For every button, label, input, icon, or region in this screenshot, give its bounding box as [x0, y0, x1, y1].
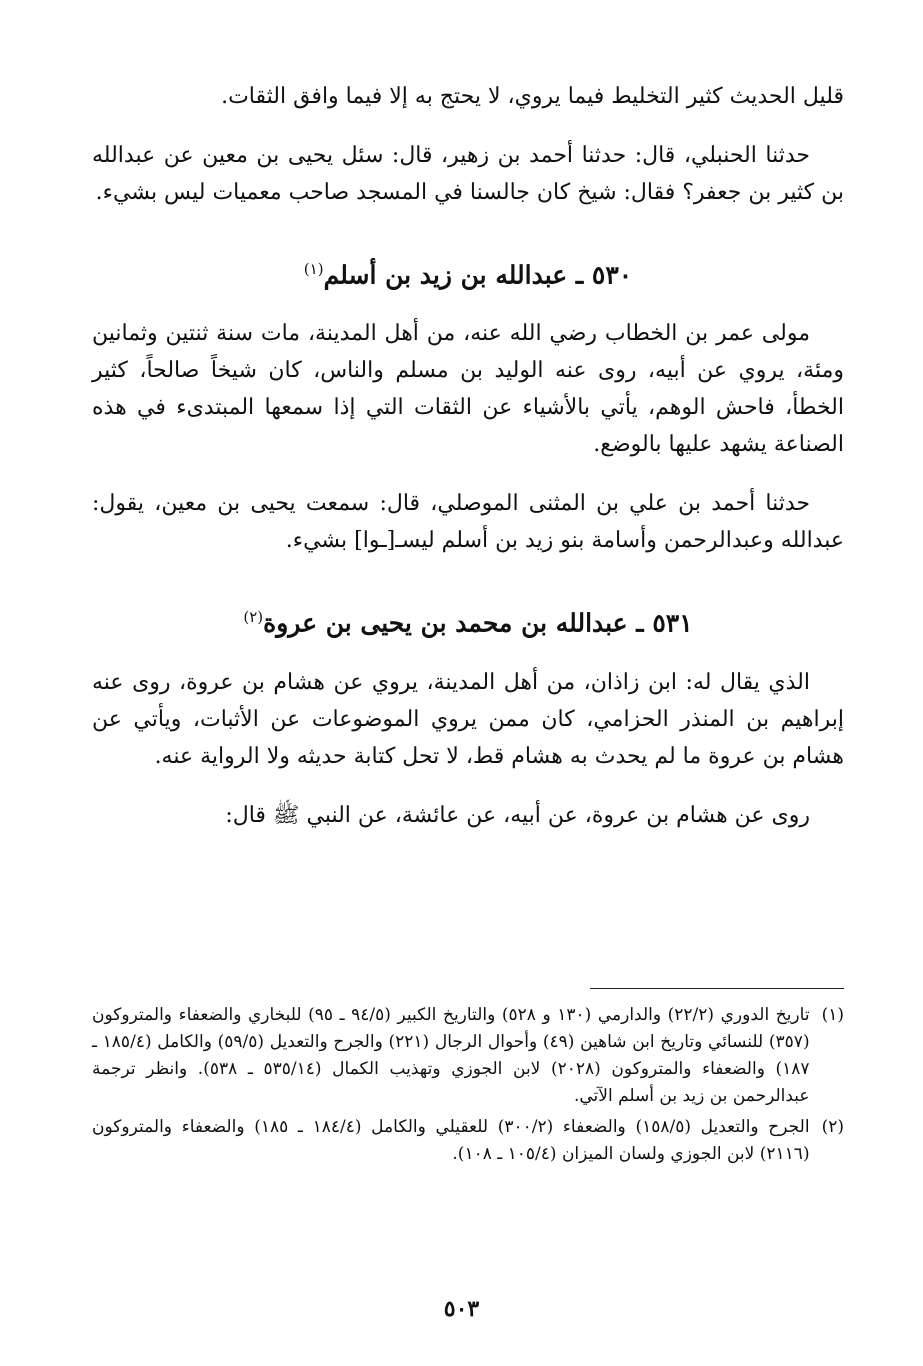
- paragraph-4: حدثنا أحمد بن علي بن المثنى الموصلي، قال: سمعت يحيى بن معين، يقول: عبدالله وعبدالرحمن وأسامة بنو زيد بن أسلم ليسـ[ـوا] بشيء.: [92, 491, 844, 554]
- footnote-1: [92, 1002, 844, 1110]
- footnote-2-text: الجرح والتعديل (١٥٨/٥) والضعفاء (٣٠٠/٢) للعقيلي والكامل (١٨٤/٤ ـ ١٨٥) والضعفاء والمتروكون (٢١١٦) لابن الجوزي ولسان الميزان (١٠٥/٤ ـ ١٠٨).: [92, 1117, 810, 1164]
- footnote-2: [92, 1114, 844, 1168]
- footnote-2-number: (٢): [821, 1117, 844, 1137]
- entry-531-title: ٥٣١ ـ عبدالله بن محمد بن يحيى بن عروة: [263, 608, 693, 638]
- footnote-1-text: تاريخ الدوري (٢٢/٢) والدارمي (١٣٠ و ٥٢٨) والتاريخ الكبير (٩٤/٥ ـ ٩٥) للبخاري والضعفاء والمتروكون (٣٥٧) للنسائي وتاريخ ابن شاهين (٤٩) وأحوال الرجال (٢٢١) والجرح والتعديل (٥٩/٥) والكامل (١٨٥/٤ ـ ١٨٧) والضعفاء والمتروكون (٢٠٢٨) لابن الجوزي وتهذيب الكمال (٥٣٥/١٤ ـ ٥٣٨). وانظر ترجمة عبدالرحمن بن زيد بن أسلم الآتي.: [92, 1005, 810, 1106]
- paragraph-1: قليل الحديث كثير التخليط فيما يروي، لا يحتج به إلا فيما وافق الثقات.: [221, 84, 844, 109]
- main-text: [92, 78, 844, 834]
- footnote-1-number: (١): [821, 1005, 844, 1025]
- entry-530-heading: [92, 251, 844, 293]
- paragraph-2: حدثنا الحنبلي، قال: حدثنا أحمد بن زهير، قال: سئل يحيى بن معين عن عبدالله بن كثير بن جعفر؟ فقال: شيخ كان جالسنا في المسجد صاحب معميات ليس بشيء.: [92, 143, 844, 205]
- entry-530-title: ٥٣٠ ـ عبدالله بن زيد بن أسلم: [323, 260, 633, 290]
- paragraph-6: روى عن هشام بن عروة، عن أبيه، عن عائشة، عن النبي ﷺ قال:: [225, 802, 810, 828]
- footnote-divider: [590, 988, 844, 989]
- entry-531-heading: [92, 599, 844, 641]
- footnotes: [92, 1002, 844, 1172]
- entry-530-footnote-ref: (١): [303, 260, 324, 278]
- paragraph-5: الذي يقال له: ابن زاذان، من أهل المدينة، يروي عن هشام بن عروة، روى عنه إبراهيم بن المنذر الحزامي، كان ممن يروي الموضوعات عن الأثبات، ويأتي عن هشام بن عروة ما لم يحدث به هشام قط، لا تحل كتابة حديثه ولا الرواية عنه.: [92, 669, 845, 769]
- page-number: ٥٠٣: [443, 1296, 480, 1322]
- entry-531-footnote-ref: (٢): [243, 608, 264, 627]
- paragraph-3: مولى عمر بن الخطاب رضي الله عنه، من أهل المدينة، مات سنة ثنتين وثمانين ومئة، يروي عن أبيه، روى عنه الوليد بن مسلم والناس، كان شيخاً صالحاً، كثير الخطأ، فاحش الوهم، يأتي بالأشياء عن الثقات التي إذا سمعها المبتدىء في هذه الصناعة يشهد عليها بالوضع.: [92, 321, 844, 458]
